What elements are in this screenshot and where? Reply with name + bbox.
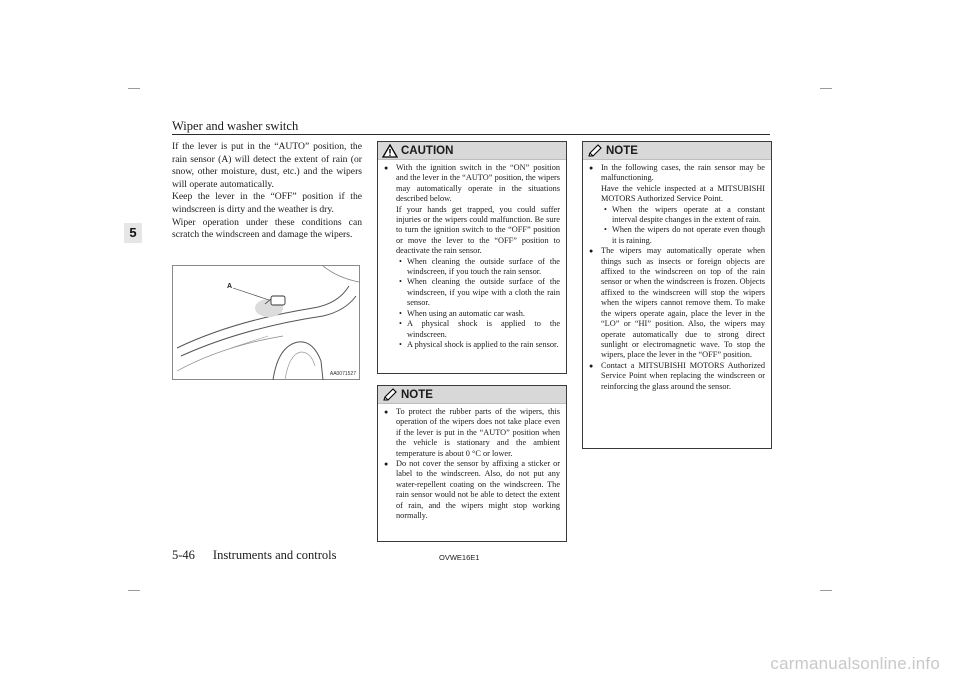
note-box-right	[582, 141, 772, 449]
sub-item: • A physical shock is applied to the rain sensor.	[399, 339, 559, 349]
note-box-middle	[377, 385, 567, 542]
bullet-icon: ●	[589, 247, 594, 256]
chapter-tab: 5	[124, 223, 142, 243]
crop-mark	[128, 88, 140, 89]
crop-mark	[820, 88, 832, 89]
sub-item: • When the wipers do not operate even though it is raining.	[604, 225, 765, 245]
figure-code: AA0071527	[329, 371, 356, 377]
left-column	[172, 141, 362, 242]
note-title: NOTE	[606, 144, 638, 157]
note-pencil-icon	[382, 388, 398, 402]
bullet-icon: ●	[589, 361, 594, 370]
sub-item: • When the wipers operate at a constant interval despite changes in the extent of rain.	[604, 204, 765, 225]
note-text: Have the vehicle inspected at a MITSUBISHI MOTORS Authorized Service Point.	[601, 183, 765, 204]
footer-section: Instruments and controls	[212, 548, 337, 562]
sub-item: • A physical shock is applied to the windscreen.	[399, 319, 560, 339]
caution-box	[377, 141, 567, 374]
sub-item: • When cleaning the outside surface of the windscreen, if you touch the rain sensor.	[399, 256, 560, 277]
sub-item: • When cleaning the outside surface of the windscreen, if you wipe with a cloth the rain sensor.	[399, 277, 560, 308]
paragraph: If the lever is put in the “AUTO” position, the rain sensor (A) will detect the extent of rain (or snow, other moisture, dust, etc.) and the wipers will operate automatically.	[172, 141, 362, 190]
windscreen-illustration	[173, 266, 361, 381]
note-pencil-icon	[587, 144, 603, 158]
paragraph: Wiper operation under these conditions can scratch the windscreen and damage the wipers.	[172, 216, 362, 241]
caution-text: With the ignition switch in the “ON” position and the lever in the “AUTO” position, the wipers may automatically operate in the situations described below.	[396, 163, 560, 204]
list-item: ● To protect the rubber parts of the wipers, this operation of the wipers does not take place even if the lever is put in the “AUTO” position when the vehicle is stationary and the ambient temperature is about 0 °C or lower.	[384, 407, 560, 458]
bullet-icon: ●	[384, 460, 389, 469]
caution-title: CAUTION	[401, 144, 454, 157]
note-title: NOTE	[401, 388, 433, 401]
caution-text: If your hands get trapped, you could suffer injuries or the wipers could malfunction. Be sure to turn the ignition switch to the “OFF” position or move the lever to the “OFF” position to deactivate the rain sensor.	[396, 204, 560, 256]
doc-code: OVWE16E1	[439, 553, 480, 562]
sub-item: • When using an automatic car wash.	[399, 308, 525, 318]
figure-label: A	[227, 283, 233, 290]
list-item: ● Do not cover the sensor by affixing a sticker or label to the windscreen. Also, do not put any water-repellent coating on the windscreen. The rain sensor would not be able to detect the extent of rain, and the wipers might stop working normally.	[384, 459, 560, 521]
crop-mark	[128, 590, 140, 591]
header-rule	[172, 134, 770, 135]
bullet-icon: ●	[384, 408, 389, 416]
bullet-icon: ●	[589, 164, 594, 172]
warning-triangle-icon	[382, 144, 398, 158]
paragraph: Keep the lever in the “OFF” position if the windscreen is dirty and the weather is dry.	[172, 191, 362, 215]
list-item: ● The wipers may automatically operate when things such as insects or foreign objects are affixed to the windscreen on top of the rain sensor or when the windscreen is frozen. Objects affixed to the windscreen will stop the wipers when the wipers cannot remove them. To make the wipers operate again, place the lever in the “LO” or “HI” position. Also, the wipers may operate automatically due to strong direct sunlight or electromagnetic wave. To stop the wipers, place the lever in the “OFF” position.	[589, 246, 765, 360]
crop-mark	[820, 590, 832, 591]
list-item	[589, 163, 765, 246]
section-title: Wiper and washer switch	[172, 119, 299, 133]
rain-sensor-figure	[172, 265, 360, 380]
note-text: In the following cases, the rain sensor may be malfunctioning.	[601, 163, 765, 183]
page-footer	[172, 548, 355, 563]
bullet-icon: ●	[384, 164, 389, 172]
page-number: 5-46	[172, 548, 195, 562]
list-item: ● Contact a MITSUBISHI MOTORS Authorized Service Point when replacing the windscreen or reinforcing the glass around the sensor.	[589, 360, 765, 391]
watermark: carmanualsonline.info	[770, 654, 940, 673]
list-item	[384, 163, 560, 350]
